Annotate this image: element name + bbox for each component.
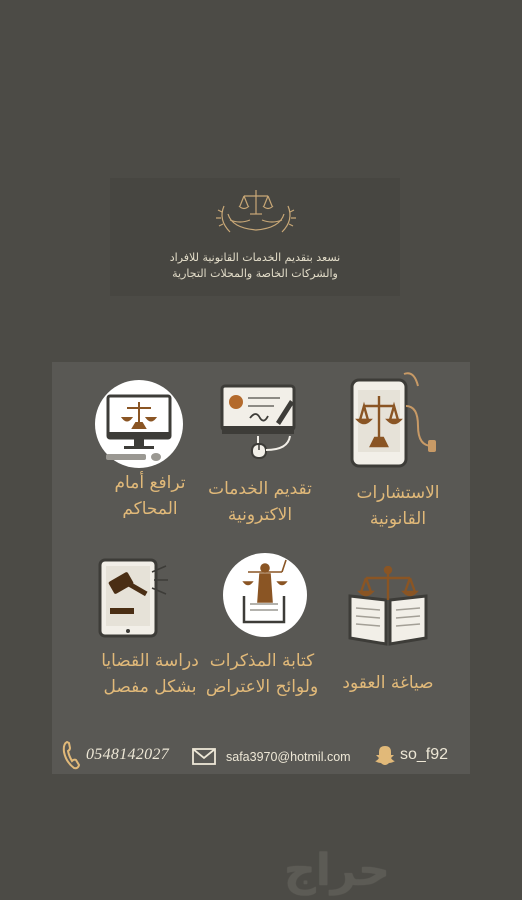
service-line: ولوائح الاعتراض [205, 677, 319, 697]
service-line: صياغة العقود [342, 673, 434, 693]
service-legal-consultations [328, 480, 468, 532]
service-line: المحاكم [122, 499, 178, 519]
email-address[interactable]: safa3970@hotmil.com [226, 750, 351, 764]
document-computer-icon [218, 380, 300, 462]
mail-icon [192, 748, 216, 765]
haraj-watermark: حراج [284, 845, 390, 896]
service-line: تقديم الخدمات [208, 479, 312, 499]
book-scales-icon [346, 566, 430, 646]
service-contract-drafting [318, 670, 458, 696]
service-line: الاكترونية [227, 505, 293, 525]
service-case-study [80, 648, 220, 700]
service-line: القانونية [369, 509, 427, 529]
services-panel [52, 362, 470, 774]
phone-scales-icon [348, 366, 438, 470]
service-line: ترافع أمام [114, 473, 186, 493]
intro-text [110, 250, 400, 282]
intro-line-1: نسعد بتقديم الخدمات القانونية للافراد [169, 251, 341, 264]
phone-number[interactable]: 0548142027 [86, 746, 169, 763]
intro-banner [110, 178, 400, 296]
service-line: دراسة القضايا [101, 651, 199, 671]
tablet-gavel-icon [96, 556, 170, 640]
contact-row [58, 738, 468, 774]
service-line: الاستشارات [356, 483, 440, 503]
scales-hands-logo-icon [210, 184, 302, 254]
intro-line-2: والشركات الخاصة والمحلات التجارية [172, 267, 338, 280]
snapchat-icon [374, 744, 396, 766]
service-line: كتابة المذكرات [209, 651, 315, 671]
snapchat-handle[interactable]: so_f92 [400, 746, 449, 763]
phone-icon [62, 740, 82, 770]
service-line: بشكل مفصل [103, 677, 197, 697]
monitor-scales-icon [92, 380, 186, 468]
justice-statue-icon [222, 552, 308, 638]
service-court-pleading [80, 470, 220, 522]
